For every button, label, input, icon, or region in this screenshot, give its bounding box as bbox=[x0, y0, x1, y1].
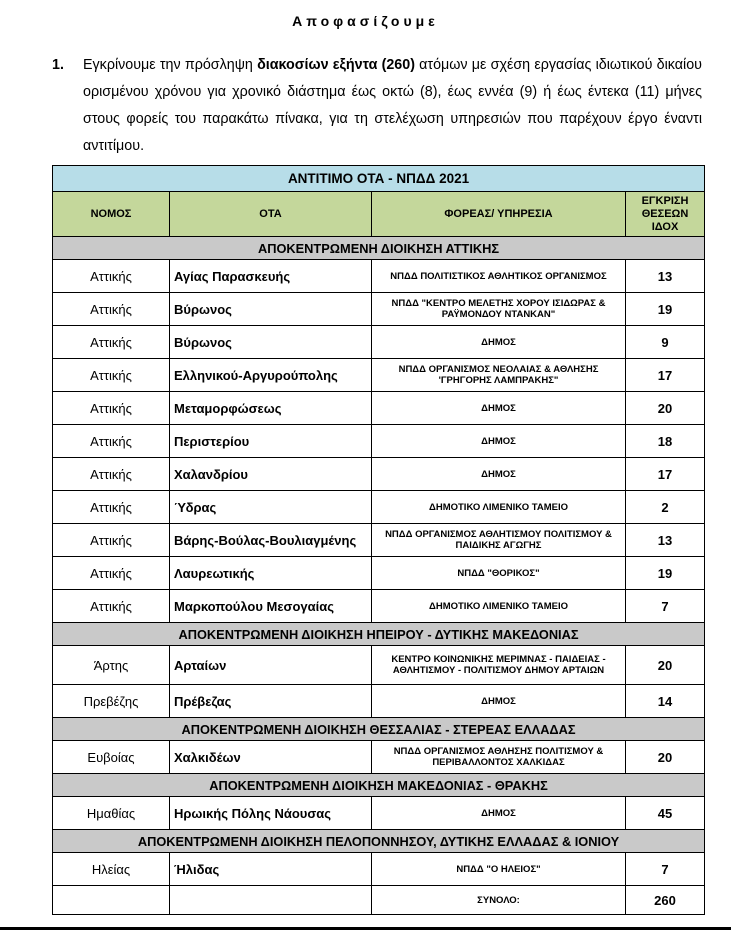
count-cell: 19 bbox=[626, 557, 705, 590]
region-name: ΑΠΟΚΕΝΤΡΩΜΕΝΗ ΔΙΟΙΚΗΣΗ ΘΕΣΣΑΛΙΑΣ - ΣΤΕΡΕΑΣ ΕΛΛΑΔΑΣ bbox=[53, 718, 705, 741]
positions-table bbox=[52, 165, 705, 915]
region-row bbox=[53, 718, 705, 741]
foreas-cell: ΔΗΜΟΤΙΚΟ ΛΙΜΕΝΙΚΟ ΤΑΜΕΙΟ bbox=[372, 590, 626, 623]
count-cell: 2 bbox=[626, 491, 705, 524]
header-foreas: ΦΟΡΕΑΣ/ ΥΠΗΡΕΣΙΑ bbox=[372, 192, 626, 237]
ota-cell: Αρταίων bbox=[170, 646, 372, 685]
ota-cell: Λαυρεωτικής bbox=[170, 557, 372, 590]
nomos-cell: Αττικής bbox=[53, 524, 170, 557]
foreas-cell: ΝΠΔΔ ΠΟΛΙΤΙΣΤΙΚΟΣ ΑΘΛΗΤΙΚΟΣ ΟΡΓΑΝΙΣΜΟΣ bbox=[372, 260, 626, 293]
region-row bbox=[53, 623, 705, 646]
ota-cell: Χαλανδρίου bbox=[170, 458, 372, 491]
nomos-cell: Πρεβέζης bbox=[53, 685, 170, 718]
foreas-cell: ΝΠΔΔ ΟΡΓΑΝΙΣΜΟΣ ΑΘΛΗΤΙΣΜΟΥ ΠΟΛΙΤΙΣΜΟΥ & ΠΑΙΔΙΚΗΣ ΑΓΩΓΗΣ bbox=[372, 524, 626, 557]
table-row bbox=[53, 359, 705, 392]
table-row bbox=[53, 458, 705, 491]
nomos-cell: Ηλείας bbox=[53, 853, 170, 886]
count-cell: 13 bbox=[626, 524, 705, 557]
count-cell: 17 bbox=[626, 359, 705, 392]
nomos-cell: Αττικής bbox=[53, 293, 170, 326]
nomos-cell: Ημαθίας bbox=[53, 797, 170, 830]
table-row bbox=[53, 260, 705, 293]
table-row bbox=[53, 326, 705, 359]
table-row bbox=[53, 293, 705, 326]
nomos-cell: Αττικής bbox=[53, 359, 170, 392]
foreas-cell: ΝΠΔΔ "Ο ΗΛΕΙΟΣ" bbox=[372, 853, 626, 886]
foreas-cell: ΝΠΔΔ "ΚΕΝΤΡΟ ΜΕΛΕΤΗΣ ΧΟΡΟΥ ΙΣΙΔΩΡΑΣ & ΡΑΫΜΟΝΔΟΥ ΝΤΑΝΚΑΝ" bbox=[372, 293, 626, 326]
count-cell: 18 bbox=[626, 425, 705, 458]
count-cell: 9 bbox=[626, 326, 705, 359]
paragraph-bold: διακοσίων εξήντα (260) bbox=[257, 57, 415, 73]
nomos-cell: Αττικής bbox=[53, 260, 170, 293]
count-cell: 20 bbox=[626, 392, 705, 425]
ota-cell: Αγίας Παρασκευής bbox=[170, 260, 372, 293]
region-name: ΑΠΟΚΕΝΤΡΩΜΕΝΗ ΔΙΟΙΚΗΣΗ ΠΕΛΟΠΟΝΝΗΣΟΥ, ΔΥΤΙΚΗΣ ΕΛΛΑΔΑΣ & ΙΟΝΙΟΥ bbox=[53, 830, 705, 853]
ota-cell: Χαλκιδέων bbox=[170, 741, 372, 774]
ota-cell: Ύδρας bbox=[170, 491, 372, 524]
region-name: ΑΠΟΚΕΝΤΡΩΜΕΝΗ ΔΙΟΙΚΗΣΗ ΑΤΤΙΚΗΣ bbox=[53, 237, 705, 260]
table-row bbox=[53, 524, 705, 557]
count-cell: 13 bbox=[626, 260, 705, 293]
ota-cell: Ελληνικού-Αργυρούπολης bbox=[170, 359, 372, 392]
empty-cell bbox=[170, 886, 372, 915]
decision-heading: Αποφασίζουμε bbox=[292, 13, 439, 29]
ota-cell: Βύρωνος bbox=[170, 326, 372, 359]
ota-cell: Περιστερίου bbox=[170, 425, 372, 458]
region-row bbox=[53, 830, 705, 853]
nomos-cell: Αττικής bbox=[53, 458, 170, 491]
table-title: ΑΝΤΙΤΙΜΟ ΟΤΑ - ΝΠΔΔ 2021 bbox=[53, 166, 705, 192]
region-row bbox=[53, 237, 705, 260]
ota-cell: Βάρης-Βούλας-Βουλιαγμένης bbox=[170, 524, 372, 557]
table-row bbox=[53, 646, 705, 685]
total-label: ΣΥΝΟΛΟ: bbox=[372, 886, 626, 915]
table-row bbox=[53, 685, 705, 718]
foreas-cell: ΔΗΜΟΣ bbox=[372, 392, 626, 425]
ota-cell: Βύρωνος bbox=[170, 293, 372, 326]
foreas-cell: ΚΕΝΤΡΟ ΚΟΙΝΩΝΙΚΗΣ ΜΕΡΙΜΝΑΣ - ΠΑΙΔΕΙΑΣ - ΑΘΛΗΤΙΣΜΟΥ - ΠΟΛΙΤΙΣΜΟΥ ΔΗΜΟΥ ΑΡΤΑΙΩΝ bbox=[372, 646, 626, 685]
header-ota: ΟΤΑ bbox=[170, 192, 372, 237]
header-egkrisi: ΕΓΚΡΙΣΗ ΘΕΣΕΩΝ ΙΔΟΧ bbox=[626, 192, 705, 237]
paragraph-number: 1. bbox=[52, 57, 64, 73]
nomos-cell: Αττικής bbox=[53, 425, 170, 458]
table-row bbox=[53, 853, 705, 886]
paragraph-pre: Εγκρίνουμε την πρόσληψη bbox=[83, 57, 258, 73]
table-row bbox=[53, 557, 705, 590]
nomos-cell: Αττικής bbox=[53, 392, 170, 425]
nomos-cell: Αττικής bbox=[53, 326, 170, 359]
foreas-cell: ΝΠΔΔ "ΘΟΡΙΚΟΣ" bbox=[372, 557, 626, 590]
region-row bbox=[53, 774, 705, 797]
table-row bbox=[53, 425, 705, 458]
foreas-cell: ΝΠΔΔ ΟΡΓΑΝΙΣΜΟΣ ΝΕΟΛΑΙΑΣ & ΑΘΛΗΣΗΣ 'ΓΡΗΓΟΡΗΣ ΛΑΜΠΡΑΚΗΣ" bbox=[372, 359, 626, 392]
region-name: ΑΠΟΚΕΝΤΡΩΜΕΝΗ ΔΙΟΙΚΗΣΗ ΗΠΕΙΡΟΥ - ΔΥΤΙΚΗΣ ΜΑΚΕΔΟΝΙΑΣ bbox=[53, 623, 705, 646]
paragraph-post: ατόμων με σχέση εργασίας ιδιωτικού δικαίου ορισμένου χρόνου για χρονικό διάστημα έως οκτώ (8), έως εννέα (9) ή έως έντεκα (11) μήνες στους φορείς του παρακάτω πίνακα, για τη στελέχωση υπηρεσιών που παρέχουν έργο έναντι αντιτίμου. bbox=[83, 57, 702, 154]
count-cell: 17 bbox=[626, 458, 705, 491]
total-row bbox=[53, 886, 705, 915]
nomos-cell: Αττικής bbox=[53, 557, 170, 590]
nomos-cell: Ευβοίας bbox=[53, 741, 170, 774]
foreas-cell: ΔΗΜΟΤΙΚΟ ΛΙΜΕΝΙΚΟ ΤΑΜΕΙΟ bbox=[372, 491, 626, 524]
ota-cell: Ηρωικής Πόλης Νάουσας bbox=[170, 797, 372, 830]
nomos-cell: Αττικής bbox=[53, 491, 170, 524]
table-row bbox=[53, 392, 705, 425]
ota-cell: Μεταμορφώσεως bbox=[170, 392, 372, 425]
ota-cell: Ήλιδας bbox=[170, 853, 372, 886]
foreas-cell: ΔΗΜΟΣ bbox=[372, 326, 626, 359]
total-value: 260 bbox=[626, 886, 705, 915]
nomos-cell: Αττικής bbox=[53, 590, 170, 623]
table-row bbox=[53, 491, 705, 524]
ota-cell: Μαρκοπούλου Μεσογαίας bbox=[170, 590, 372, 623]
foreas-cell: ΔΗΜΟΣ bbox=[372, 685, 626, 718]
nomos-cell: Άρτης bbox=[53, 646, 170, 685]
foreas-cell: ΔΗΜΟΣ bbox=[372, 425, 626, 458]
table-row bbox=[53, 590, 705, 623]
table-header-row bbox=[53, 192, 705, 237]
table-title-row bbox=[53, 166, 705, 192]
decision-paragraph bbox=[52, 52, 702, 160]
ota-cell: Πρέβεζας bbox=[170, 685, 372, 718]
table-row bbox=[53, 741, 705, 774]
empty-cell bbox=[53, 886, 170, 915]
count-cell: 14 bbox=[626, 685, 705, 718]
table-row bbox=[53, 797, 705, 830]
foreas-cell: ΔΗΜΟΣ bbox=[372, 458, 626, 491]
count-cell: 20 bbox=[626, 646, 705, 685]
foreas-cell: ΔΗΜΟΣ bbox=[372, 797, 626, 830]
foreas-cell: ΝΠΔΔ ΟΡΓΑΝΙΣΜΟΣ ΑΘΛΗΣΗΣ ΠΟΛΙΤΙΣΜΟΥ & ΠΕΡΙΒΑΛΛΟΝΤΟΣ ΧΑΛΚΙΔΑΣ bbox=[372, 741, 626, 774]
count-cell: 20 bbox=[626, 741, 705, 774]
count-cell: 7 bbox=[626, 853, 705, 886]
count-cell: 45 bbox=[626, 797, 705, 830]
paragraph-text bbox=[83, 52, 702, 160]
region-name: ΑΠΟΚΕΝΤΡΩΜΕΝΗ ΔΙΟΙΚΗΣΗ ΜΑΚΕΔΟΝΙΑΣ - ΘΡΑΚΗΣ bbox=[53, 774, 705, 797]
header-nomos: ΝΟΜΟΣ bbox=[53, 192, 170, 237]
count-cell: 19 bbox=[626, 293, 705, 326]
count-cell: 7 bbox=[626, 590, 705, 623]
table-body bbox=[53, 166, 705, 915]
